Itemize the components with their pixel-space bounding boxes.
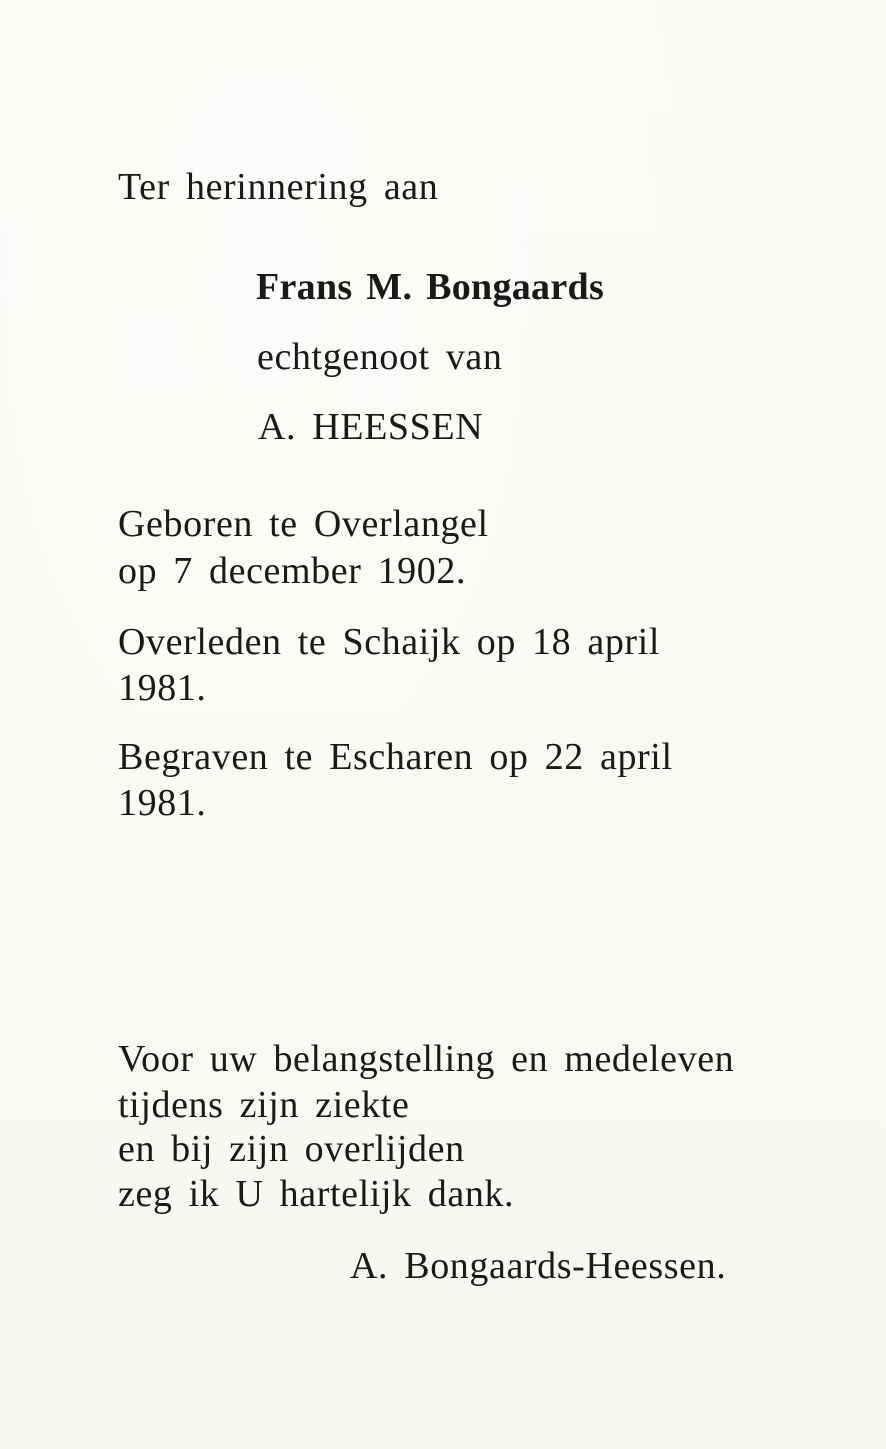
- death-line-2: 1981.: [118, 667, 207, 709]
- thanks-line-2: tijdens zijn ziekte: [118, 1084, 410, 1126]
- spouse-intro: echtgenoot van: [257, 336, 503, 378]
- spouse-name: A. HEESSEN: [258, 406, 484, 448]
- birth-line-2: op 7 december 1902.: [118, 550, 467, 592]
- death-line-1: Overleden te Schaijk op 18 april: [118, 621, 660, 663]
- burial-line-1: Begraven te Escharen op 22 april: [118, 736, 673, 778]
- thanks-line-4: zeg ik U hartelijk dank.: [118, 1173, 515, 1215]
- birth-line-1: Geboren te Overlangel: [118, 503, 489, 545]
- thanks-line-3: en bij zijn overlijden: [118, 1128, 465, 1170]
- deceased-name: Frans M. Bongaards: [256, 266, 605, 308]
- signature: A. Bongaards-Heessen.: [350, 1245, 727, 1287]
- heading: Ter herinnering aan: [118, 166, 439, 208]
- burial-line-2: 1981.: [118, 782, 207, 824]
- thanks-line-1: Voor uw belangstelling en medeleven: [118, 1038, 735, 1080]
